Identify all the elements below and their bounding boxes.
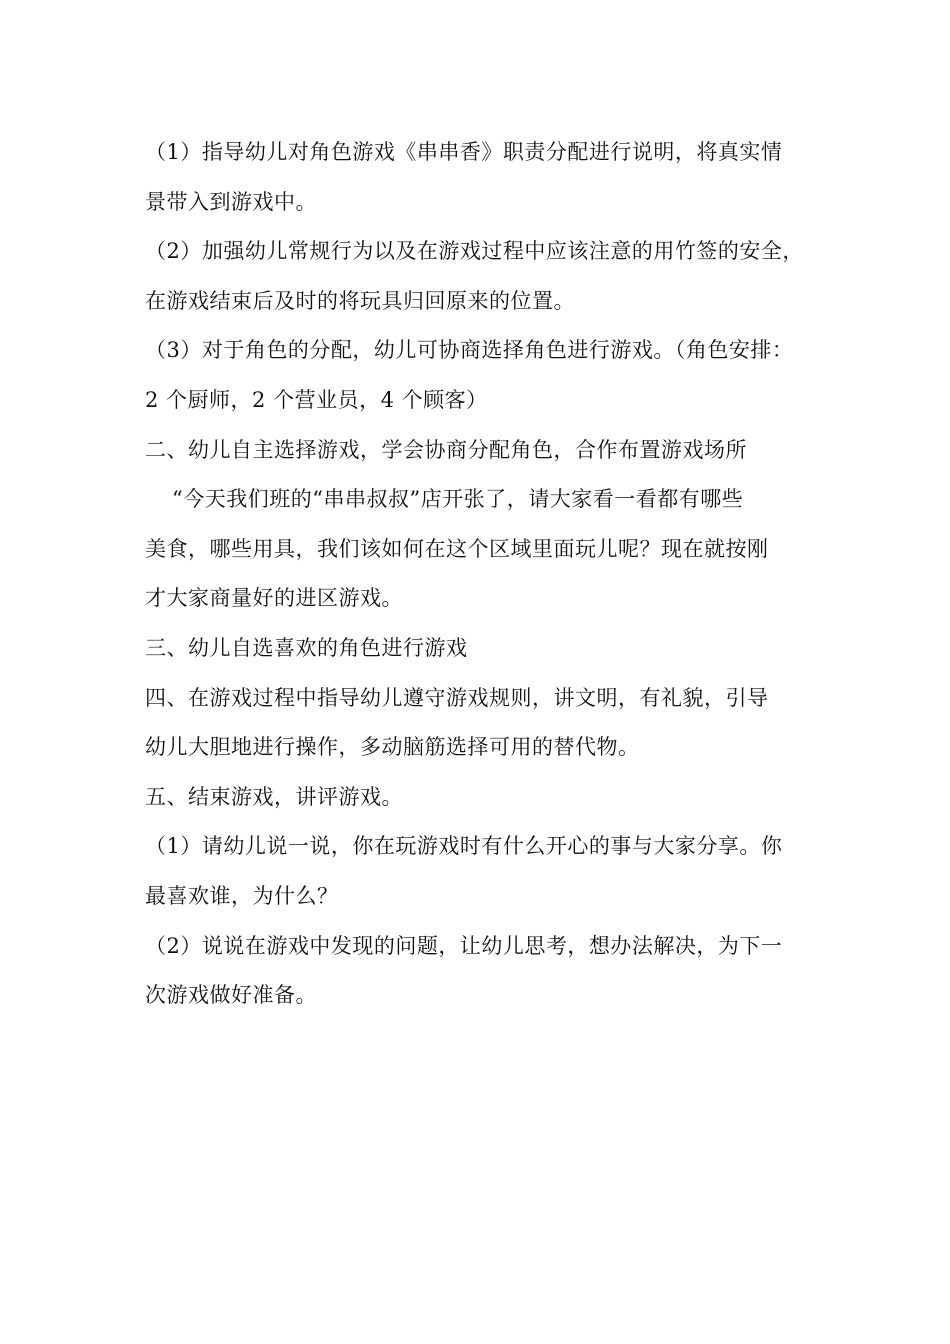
text-line: “今天我们班的“串串叔叔”店开张了，请大家看一看都有哪些: [172, 487, 744, 512]
text-line: 2 个厨师，2 个营业员，4 个顾客）: [145, 387, 488, 412]
document-body: [145, 128, 815, 1021]
text-line: 美食，哪些用具，我们该如何在这个区域里面玩儿呢？现在就按刚: [145, 536, 769, 561]
text-line: （2）说说在游戏中发现的问题，让幼儿思考，想办法解决，为下一: [145, 933, 783, 958]
text-line: 幼儿大胆地进行操作，多动脑筋选择可用的替代物。: [145, 735, 640, 760]
section-heading: 三、幼儿自选喜欢的角色进行游戏: [145, 635, 468, 660]
text-line: 景带入到游戏中。: [145, 189, 317, 214]
text-line: 才大家商量好的进区游戏。: [145, 586, 403, 611]
section-heading: 二、幼儿自主选择游戏，学会协商分配角色，合作布置游戏场所: [145, 437, 747, 462]
section-heading: 四、在游戏过程中指导幼儿遵守游戏规则，讲文明，有礼貌，引导: [145, 685, 769, 710]
text-line: （3）对于角色的分配，幼儿可协商选择角色进行游戏。（角色安排：: [145, 338, 794, 363]
text-line: 最喜欢谁，为什么？: [145, 883, 339, 908]
text-line: 次游戏做好准备。: [145, 983, 317, 1008]
text-line: （1）请幼儿说一说，你在玩游戏时有什么开心的事与大家分享。你: [145, 834, 783, 859]
section-heading: 五、结束游戏，讲评游戏。: [145, 784, 403, 809]
text-line: （1）指导幼儿对角色游戏《串串香》职责分配进行说明，将真实情: [145, 140, 783, 164]
text-line: （2）加强幼儿常规行为以及在游戏过程中应该注意的用竹签的安全，: [145, 239, 804, 264]
text-line: 在游戏结束后及时的将玩具归回原来的位置。: [145, 288, 575, 313]
